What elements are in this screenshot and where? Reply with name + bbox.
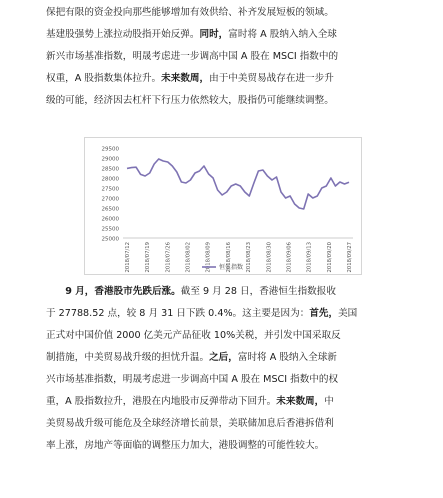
- y-tick-label: 26000: [101, 216, 119, 223]
- y-tick-label: 26500: [101, 206, 119, 213]
- y-tick-label: 28500: [101, 166, 119, 173]
- x-tick-label: 2018/09/27: [347, 242, 353, 273]
- x-tick-label: 2018/08/23: [246, 242, 253, 273]
- para2-line2: 于 27788.52 点，较 8 月 31 日下跌 0.4%。这主要是因为：首先，美国: [46, 308, 358, 319]
- y-tick-label: 29000: [101, 156, 119, 163]
- x-tick-label: 2018/09/13: [306, 242, 313, 273]
- para1-line5: 级的可能，经济因去杠杆下行压力依然较大，股指仍可能继续调整。: [46, 95, 334, 106]
- series-line-hang-seng: [127, 159, 349, 209]
- y-tick-label: 29500: [101, 146, 119, 153]
- y-tick-label: 25500: [101, 226, 119, 233]
- legend-label: 恒生指数: [219, 264, 244, 271]
- y-tick-label: 27500: [101, 186, 119, 193]
- para2-line5: 兴市场基准指数，明晟考虑进一步调高中国 A 股在 MSCI 指数中的权: [46, 374, 339, 385]
- x-tick-label: 2018/08/02: [185, 242, 192, 273]
- para2-line3: 正式对中国价值 2000 亿美元产品征收 10%关税，并引发中国采取反: [46, 330, 341, 341]
- y-tick-label: 28000: [101, 176, 119, 183]
- x-tick-label: 2018/08/16: [225, 242, 232, 273]
- paragraph-1: [46, 2, 400, 112]
- x-tick-label: 2018/07/26: [165, 242, 172, 273]
- x-tick-label: 2018/07/12: [125, 242, 131, 273]
- paragraph-2: [46, 281, 400, 457]
- x-tick-label: 2018/08/09: [205, 242, 212, 273]
- x-tick-label: 2018/09/20: [326, 242, 333, 273]
- para2-line8: 率上涨，房地产等面临的调整压力加大，港股调整的可能性较大。: [46, 440, 325, 451]
- para2-line7: 美贸易战升级可能危及全球经济增长前景，美联储加息后香港拆借利: [46, 418, 334, 429]
- y-tick-label: 25000: [101, 236, 119, 243]
- chart-svg: [85, 138, 361, 274]
- x-tick-label: 2018/07/19: [145, 242, 152, 273]
- para2-line6: 重，A 股指数拉升，港股在内地股市反弹带动下回升。未来数周，中: [46, 396, 334, 407]
- para1-line3: 新兴市场基准指数，明晟考虑进一步调高中国 A 股在 MSCI 指数中的: [46, 51, 339, 62]
- para1-line1: 保把有限的资金投向那些能够增加有效供给、补齐发展短板的领域。: [46, 7, 334, 18]
- hang-seng-chart: [84, 137, 362, 275]
- para1-line2: 基建股强势上涨拉动股指开始反弹。同时，富时将 A 股纳入纳入全球: [46, 29, 337, 40]
- para2-line1: 9 月，香港股市先跌后涨。截至 9 月 28 日，香港恒生指数报收: [65, 286, 336, 297]
- y-tick-label: 27000: [101, 196, 119, 203]
- x-tick-label: 2018/08/30: [266, 242, 273, 273]
- x-tick-label: 2018/09/06: [286, 242, 293, 273]
- para2-line4: 制措施，中美贸易战升级的担忧升温。之后，富时将 A 股纳入全球新: [46, 352, 337, 363]
- para1-line4: 权重，A 股指数集体拉升。未来数周，由于中美贸易战存在进一步升: [46, 73, 334, 84]
